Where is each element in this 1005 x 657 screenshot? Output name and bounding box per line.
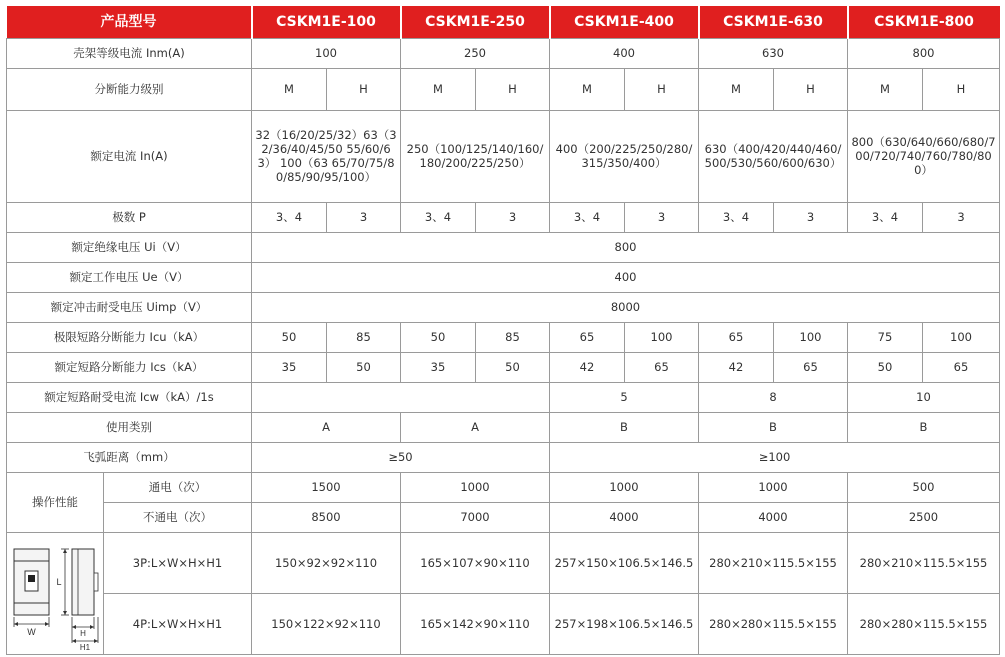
row-label: 额定绝缘电压 Ui（V） bbox=[7, 232, 252, 262]
row-ics bbox=[7, 352, 1000, 382]
spec-table bbox=[6, 6, 1000, 655]
cell: 3、4 bbox=[401, 202, 476, 232]
cell: 65 bbox=[625, 352, 699, 382]
row-label: 额定工作电压 Ue（V） bbox=[7, 262, 252, 292]
header-model-250: CSKM1E-250 bbox=[401, 6, 550, 38]
cell: 1000 bbox=[550, 472, 699, 502]
row-icw bbox=[7, 382, 1000, 412]
cell: M bbox=[699, 68, 774, 110]
cell: 3 bbox=[774, 202, 848, 232]
cell: 3、4 bbox=[550, 202, 625, 232]
cell: A bbox=[401, 412, 550, 442]
cell: 100 bbox=[252, 38, 401, 68]
row-label: 额定冲击耐受电压 Uimp（V） bbox=[7, 292, 252, 322]
row-dims-3p bbox=[7, 532, 1000, 593]
cell: A bbox=[252, 412, 401, 442]
cell: 280×210×115.5×155 bbox=[699, 532, 848, 593]
dimension-drawing-cell bbox=[7, 532, 104, 654]
cell: 65 bbox=[699, 322, 774, 352]
cell: 8500 bbox=[252, 502, 401, 532]
cell: 3 bbox=[327, 202, 401, 232]
sub-label: 不通电（次） bbox=[104, 502, 252, 532]
drawing-label-l: L bbox=[55, 577, 62, 587]
cell: 400 bbox=[252, 262, 1000, 292]
cell: 280×280×115.5×155 bbox=[699, 593, 848, 654]
cell: B bbox=[848, 412, 1000, 442]
row-label: 额定短路分断能力 Ics（kA） bbox=[7, 352, 252, 382]
row-operation-on bbox=[7, 472, 1000, 502]
cell-empty bbox=[252, 382, 550, 412]
cell: H bbox=[923, 68, 1000, 110]
cell: H bbox=[625, 68, 699, 110]
cell: 35 bbox=[401, 352, 476, 382]
cell: B bbox=[699, 412, 848, 442]
cell: H bbox=[774, 68, 848, 110]
cell: 8000 bbox=[252, 292, 1000, 322]
cell: 50 bbox=[401, 322, 476, 352]
cell: 3 bbox=[476, 202, 550, 232]
cell: 630 bbox=[699, 38, 848, 68]
cell: 35 bbox=[252, 352, 327, 382]
cell: 65 bbox=[774, 352, 848, 382]
row-rated-current bbox=[7, 110, 1000, 202]
header-model-100: CSKM1E-100 bbox=[252, 6, 401, 38]
row-icu bbox=[7, 322, 1000, 352]
cell: 3、4 bbox=[699, 202, 774, 232]
cell: 50 bbox=[327, 352, 401, 382]
header-model-400: CSKM1E-400 bbox=[550, 6, 699, 38]
cell: 800（630/640/660/680/700/720/740/760/780/800） bbox=[848, 110, 1000, 202]
cell: 75 bbox=[848, 322, 923, 352]
drawing-label-w: W bbox=[26, 627, 36, 637]
sub-label: 通电（次） bbox=[104, 472, 252, 502]
sub-label: 4P:L×W×H×H1 bbox=[104, 593, 252, 654]
cell: 100 bbox=[774, 322, 848, 352]
row-label: 额定短路耐受电流 Icw（kA）/1s bbox=[7, 382, 252, 412]
row-label: 使用类别 bbox=[7, 412, 252, 442]
sub-label: 3P:L×W×H×H1 bbox=[104, 532, 252, 593]
cell: M bbox=[401, 68, 476, 110]
cell: 150×92×92×110 bbox=[252, 532, 401, 593]
row-label: 极数 P bbox=[7, 202, 252, 232]
cell: 4000 bbox=[550, 502, 699, 532]
cell: M bbox=[848, 68, 923, 110]
cell: 50 bbox=[252, 322, 327, 352]
row-dims-4p bbox=[7, 593, 1000, 654]
cell: 65 bbox=[550, 322, 625, 352]
cell: H bbox=[327, 68, 401, 110]
cell: 1000 bbox=[699, 472, 848, 502]
drawing-label-h1: H1 bbox=[79, 643, 90, 651]
cell: 3 bbox=[625, 202, 699, 232]
row-label: 分断能力级别 bbox=[7, 68, 252, 110]
cell: 165×107×90×110 bbox=[401, 532, 550, 593]
row-label: 额定电流 In(A) bbox=[7, 110, 252, 202]
row-label: 壳架等级电流 Inm(A) bbox=[7, 38, 252, 68]
cell: ≥100 bbox=[550, 442, 1000, 472]
cell: 65 bbox=[923, 352, 1000, 382]
row-frame-current bbox=[7, 38, 1000, 68]
row-label: 操作性能 bbox=[7, 472, 104, 532]
cell: 500 bbox=[848, 472, 1000, 502]
cell: ≥50 bbox=[252, 442, 550, 472]
header-product-model: 产品型号 bbox=[7, 6, 252, 38]
header-model-630: CSKM1E-630 bbox=[699, 6, 848, 38]
cell: 32（16/20/25/32）63（32/36/40/45/50 55/60/63） 100（63 65/70/75/80/85/90/95/100） bbox=[252, 110, 401, 202]
cell: 3、4 bbox=[252, 202, 327, 232]
cell: 800 bbox=[252, 232, 1000, 262]
cell: M bbox=[252, 68, 327, 110]
cell: 2500 bbox=[848, 502, 1000, 532]
dimension-drawing-icon bbox=[9, 535, 102, 651]
cell: 1000 bbox=[401, 472, 550, 502]
cell: 250（100/125/140/160/180/200/225/250） bbox=[401, 110, 550, 202]
cell: 400（200/225/250/280/315/350/400） bbox=[550, 110, 699, 202]
cell: 150×122×92×110 bbox=[252, 593, 401, 654]
row-breaking-level bbox=[7, 68, 1000, 110]
cell: 8 bbox=[699, 382, 848, 412]
cell: 280×210×115.5×155 bbox=[848, 532, 1000, 593]
cell: 10 bbox=[848, 382, 1000, 412]
cell: 250 bbox=[401, 38, 550, 68]
row-category bbox=[7, 412, 1000, 442]
cell: 85 bbox=[327, 322, 401, 352]
row-operation-off bbox=[7, 502, 1000, 532]
header-model-800: CSKM1E-800 bbox=[848, 6, 1000, 38]
cell: 85 bbox=[476, 322, 550, 352]
cell: 3 bbox=[923, 202, 1000, 232]
row-poles bbox=[7, 202, 1000, 232]
header-row bbox=[7, 6, 1000, 38]
cell: 630（400/420/440/460/500/530/560/600/630） bbox=[699, 110, 848, 202]
cell: 50 bbox=[476, 352, 550, 382]
row-ui bbox=[7, 232, 1000, 262]
cell: 3、4 bbox=[848, 202, 923, 232]
cell: 4000 bbox=[699, 502, 848, 532]
cell: 257×198×106.5×146.5 bbox=[550, 593, 699, 654]
cell: 42 bbox=[699, 352, 774, 382]
cell: 280×280×115.5×155 bbox=[848, 593, 1000, 654]
row-ue bbox=[7, 262, 1000, 292]
cell: 7000 bbox=[401, 502, 550, 532]
cell: 50 bbox=[848, 352, 923, 382]
row-label: 极限短路分断能力 Icu（kA） bbox=[7, 322, 252, 352]
drawing-label-h: H bbox=[79, 629, 86, 638]
cell: 257×150×106.5×146.5 bbox=[550, 532, 699, 593]
cell: 1500 bbox=[252, 472, 401, 502]
row-label: 飞弧距离（mm） bbox=[7, 442, 252, 472]
cell: 400 bbox=[550, 38, 699, 68]
cell: H bbox=[476, 68, 550, 110]
cell: 165×142×90×110 bbox=[401, 593, 550, 654]
cell: 5 bbox=[550, 382, 699, 412]
cell: 800 bbox=[848, 38, 1000, 68]
row-arc bbox=[7, 442, 1000, 472]
cell: B bbox=[550, 412, 699, 442]
cell: 100 bbox=[923, 322, 1000, 352]
row-uimp bbox=[7, 292, 1000, 322]
cell: 42 bbox=[550, 352, 625, 382]
cell: M bbox=[550, 68, 625, 110]
cell: 100 bbox=[625, 322, 699, 352]
